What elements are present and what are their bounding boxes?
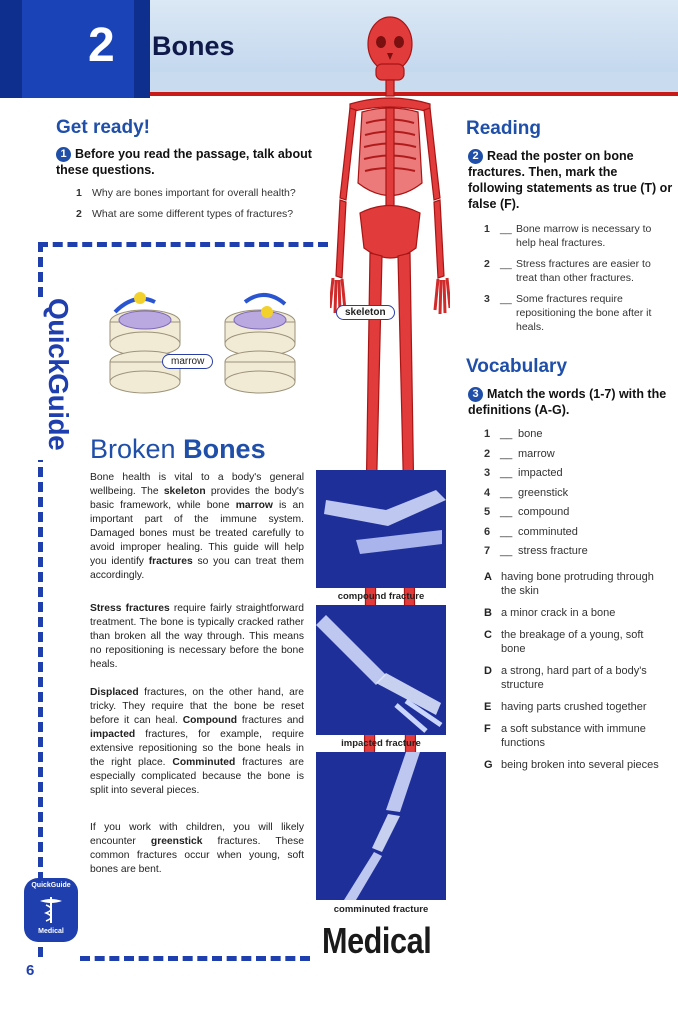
definition-text: having bone protruding through the skin [501,571,654,597]
word-number: 6 [484,525,491,538]
text-run: If you work with children, you will likely encounter [90,822,304,847]
vocab-word: impacted [518,467,563,479]
answer-blank[interactable]: __ [500,447,513,460]
word-number: 7 [484,545,491,557]
answer-blank[interactable]: __ [500,467,513,479]
answer-blank[interactable]: __ [500,486,513,499]
answer-blank[interactable]: __ [500,293,512,305]
vocab-word-item [484,542,674,562]
definition-item [484,628,676,656]
keyword: greenstick [150,836,203,847]
unit-number: 2 [88,19,115,72]
quickguide-vertical: QuickGuide [43,298,74,451]
get-ready-heading: Get ready! [56,117,150,138]
question-item [76,207,341,221]
statement-number: 3 [484,293,490,305]
title-bold: Bones [183,434,266,464]
statement-item [484,222,676,250]
definition-letter: D [484,665,492,677]
keyword: impacted [90,729,136,740]
keyword: Displaced [90,687,139,698]
keyword: marrow [235,500,273,511]
article-paragraph-2 [90,602,304,672]
quickguide-vertical-wrap [36,298,76,468]
vocab-word: comminuted [518,525,578,538]
page-number: 6 [26,962,35,979]
definition-letter: G [484,759,493,771]
definition-item [484,570,676,598]
answer-blank[interactable]: __ [500,258,512,270]
text-run: fractures are especially complicated because the bone is split into several pieces. [90,757,304,796]
definition-text: a strong, hard part of a body's structure [501,665,647,691]
reading-instruction [468,148,673,212]
definition-letter: A [484,571,492,583]
vocabulary-instruction [468,386,673,418]
text-run: require fairly straightforward treatment. The bone is typically cracked rather than broken all the way through. This means no repositioning is necessary before the bone heals. [90,603,304,670]
reading-heading: Reading [466,118,541,139]
badge-sublabel: Medical [38,928,64,935]
vocab-word-item [484,464,674,484]
xray-comminuted [316,752,446,900]
statement-number: 1 [484,223,490,235]
question-number: 1 [76,187,82,199]
frame-dash-bottom [80,956,310,961]
definition-text: a minor crack in a bone [501,607,616,619]
article-paragraph-1 [90,471,304,583]
text-run: fractures and [237,715,304,726]
definition-item [484,722,676,750]
definition-letter: F [484,723,491,735]
keyword: fractures [148,556,193,567]
instruction-text: Read the poster on bone fractures. Then, mark the following statements as true (T) or false (F). [468,149,673,211]
word-number: 1 [484,428,491,440]
vocabulary-heading: Vocabulary [466,356,568,377]
xray-impacted [316,605,446,735]
vocab-word: stress fracture [518,545,588,557]
xray-caption: comminuted fracture [333,904,429,915]
xray-compound [316,470,446,588]
text-run: is an important part of the immune system. Damaged bones must be treated carefully to avoid improper healing. This guide will help you identify [90,500,304,567]
keyword: Stress fractures [90,603,170,614]
text-run: provides the body's basic framework, while bone [90,486,304,511]
definition-letter: B [484,607,492,619]
skeleton-label: skeleton [336,305,395,320]
instruction-text: Before you read the passage, talk about these questions. [56,147,312,177]
vocab-word: bone [518,428,543,440]
word-number: 2 [484,447,491,460]
vocab-word-item [484,503,674,523]
vocab-word-item [484,425,674,445]
word-number: 3 [484,467,491,479]
definition-text: the breakage of a young, soft bone [501,629,644,655]
definition-item [484,758,676,772]
step-number: 1 [56,147,71,162]
vocab-word-item [484,445,674,465]
frame-dash-top [38,242,328,247]
question-item [76,186,341,200]
xray-caption: impacted fracture [341,738,421,749]
instruction-text: Match the words (1-7) with the definitions (A-G). [468,387,667,417]
step-number: 3 [468,387,483,402]
word-number: 5 [484,506,491,518]
statement-number: 2 [484,258,490,270]
definition-item [484,606,676,620]
text-run: so you can treat them accordingly. [90,556,304,581]
keyword: skeleton [163,486,206,497]
vocab-word: greenstick [518,486,569,499]
keyword: Compound [182,715,238,726]
definition-letter: E [484,701,492,713]
text-run: fractures. These common fractures occur when young, soft bones are bent. [90,836,304,875]
vocab-word-item [484,484,674,504]
keyword: Comminuted [172,757,236,768]
article-paragraph-4 [90,821,304,877]
badge-label: QuickGuide [31,882,71,889]
vertebrae-illustration [95,282,320,407]
text-run: fractures, for example, require extensive repositioning so the bone heals in the right place. [90,729,304,768]
definition-list [484,570,676,780]
caduceus-icon [38,895,64,925]
statement-item [484,292,676,334]
statement-item [484,257,676,285]
definition-text: having parts crushed together [501,701,647,713]
definition-item [484,700,676,714]
answer-blank[interactable]: __ [500,545,513,557]
answer-blank[interactable]: __ [500,428,513,440]
vocabulary-word-list [484,425,674,562]
definition-item [484,664,676,692]
unit-tab-inner [22,0,134,98]
question-text: Why are bones important for overall health? [92,187,296,199]
statement-text: Some fractures require repositioning the bone after it heals. [516,293,652,333]
statement-text: Stress fractures are easier to treat than other fractures. [516,258,651,284]
marrow-label: marrow [162,354,213,369]
vocab-word-item [484,523,674,543]
vocab-word: marrow [518,447,555,460]
answer-blank[interactable]: __ [500,525,513,538]
medical-wordmark: Medical [322,920,432,961]
definition-text: being broken into several pieces [501,759,659,771]
title-light: Broken [90,434,176,464]
question-number: 2 [76,208,82,220]
word-number: 4 [484,486,491,499]
unit-title: Bones [152,31,235,61]
article-paragraph-3 [90,686,304,798]
article-title [90,434,266,465]
answer-blank[interactable]: __ [500,223,512,235]
get-ready-instruction [56,146,331,178]
definition-text: a soft substance with immune functions [501,723,646,749]
text-run: Bone health is vital to a body's general wellbeing. The [90,472,304,497]
text-run: fractures, on the other hand, are tricky. They require that the bone be reset before it can heal. [90,687,304,726]
definition-letter: C [484,629,492,641]
answer-blank[interactable]: __ [500,506,513,518]
question-text: What are some different types of fractures? [92,208,294,220]
statement-text: Bone marrow is necessary to help heal fractures. [516,223,652,249]
xray-caption: compound fracture [337,591,425,602]
vocab-word: compound [518,506,570,518]
step-number: 2 [468,149,483,164]
